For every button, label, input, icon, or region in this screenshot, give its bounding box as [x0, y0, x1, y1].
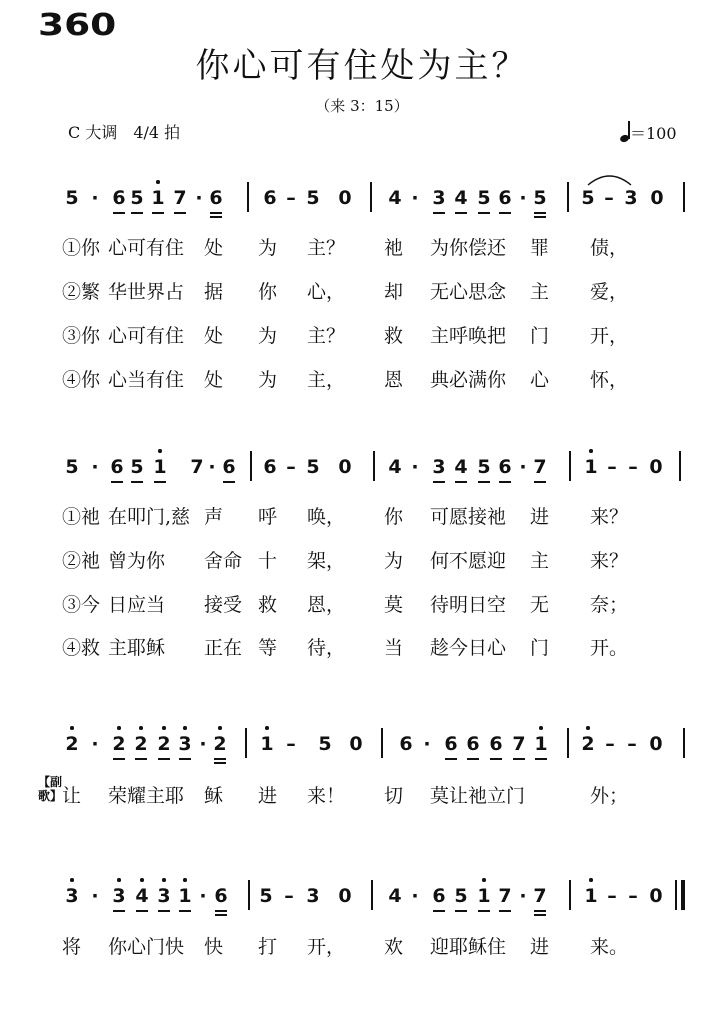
final-barline-thick [681, 880, 685, 910]
lyric-syllable: 曾为你 [108, 550, 166, 572]
lyric-syllable: 为 [258, 325, 278, 347]
lyric-syllable: 为 [258, 237, 278, 259]
lyric-syllable: ①祂 [62, 506, 101, 528]
lyric-syllable: 为 [384, 550, 404, 572]
lyric-syllable: 华世界占 [108, 281, 185, 303]
lyric-syllable: 心可有住 [108, 237, 185, 259]
lyrics-line-9 [0, 781, 724, 811]
lyric-syllable: 日应当 [108, 594, 166, 616]
lyric-syllable: ②繁 [62, 281, 101, 303]
lyric-syllable: ④你 [62, 369, 101, 391]
lyric-syllable: 十 [258, 550, 278, 572]
lyric-syllable: 据 [204, 281, 224, 303]
lyric-syllable: 莫 [384, 594, 404, 616]
note-3-17: 6 [489, 732, 503, 756]
note-1-6: 7 [173, 186, 187, 210]
note-4-4: 4 [135, 884, 149, 908]
note-2-10: – [286, 456, 296, 478]
lyric-syllable: 来？ [590, 550, 629, 572]
lyric-syllable: 爱， [590, 281, 629, 303]
lyric-syllable: 主 [530, 550, 550, 572]
note-4-11: 3 [306, 885, 320, 907]
note-4-20: 7 [533, 884, 547, 908]
lyric-syllable: 主， [307, 369, 346, 391]
lyrics-line-2 [0, 277, 724, 307]
note-2-15: 3 [432, 455, 446, 479]
lyric-syllable: 门 [530, 637, 550, 659]
lyrics-line-3 [0, 321, 724, 351]
note-3-15: 6 [444, 732, 458, 756]
note-2-22: – [607, 456, 617, 478]
lyrics-line-5 [0, 502, 724, 532]
lyric-syllable: 呼 [258, 506, 278, 528]
tie-slur [586, 173, 633, 187]
lyric-syllable: 快 [204, 936, 224, 958]
note-3-6: 3 [178, 732, 192, 756]
note-1-9: 6 [263, 187, 277, 209]
lyric-syllable: ①你 [62, 237, 101, 259]
note-4-1: 3 [65, 884, 79, 908]
note-2-24: 0 [649, 456, 663, 478]
note-1-3: 6 [112, 186, 126, 210]
note-3-11: 5 [318, 733, 332, 755]
barline [248, 880, 250, 910]
lyrics-line-10 [0, 932, 724, 962]
lyric-syllable: 舍命 [204, 550, 243, 572]
lyric-syllable: 将 [62, 936, 82, 958]
chorus-label: 【副歌】 [38, 775, 63, 803]
lyric-syllable: 待明日空 [430, 594, 507, 616]
note-4-24: 0 [649, 885, 663, 907]
quarter-note-icon [620, 120, 630, 142]
note-3-23: 0 [649, 733, 663, 755]
note-3-7: · [199, 733, 207, 755]
lyric-syllable: 债， [590, 237, 629, 259]
note-4-12: 0 [338, 885, 352, 907]
barline [371, 880, 373, 910]
note-2-4: 5 [130, 455, 144, 479]
lyric-syllable: 趁今日心 [430, 637, 507, 659]
scripture-reference: （来 3：15） [315, 97, 409, 115]
lyric-syllable: 稣 [204, 785, 224, 807]
lyric-syllable: 正在 [204, 637, 243, 659]
note-1-14: · [411, 187, 419, 209]
note-3-10: – [286, 733, 296, 755]
barline [567, 728, 569, 758]
note-1-1: 5 [65, 187, 79, 209]
lyric-syllable: 架， [307, 550, 346, 572]
lyric-syllable: 你 [258, 281, 278, 303]
lyric-syllable: 怀， [590, 369, 629, 391]
lyric-syllable: ④救 [62, 637, 101, 659]
note-1-13: 4 [388, 187, 402, 209]
lyric-syllable: 荣耀主耶 [108, 785, 185, 807]
note-2-16: 4 [454, 455, 468, 479]
note-4-9: 5 [259, 885, 273, 907]
note-2-3: 6 [110, 455, 124, 479]
note-2-11: 5 [306, 456, 320, 478]
lyric-syllable: 外； [590, 785, 629, 807]
final-barline-thin [675, 880, 677, 910]
note-3-4: 2 [134, 732, 148, 756]
note-1-12: 0 [338, 187, 352, 209]
lyrics-line-8 [0, 633, 724, 663]
lyric-syllable: 让 [62, 785, 82, 807]
lyric-syllable: 何不愿迎 [430, 550, 507, 572]
barline [679, 451, 681, 481]
barline [683, 182, 685, 212]
lyric-syllable: 恩， [307, 594, 346, 616]
note-2-9: 6 [263, 456, 277, 478]
note-4-19: · [519, 885, 527, 907]
note-2-14: · [411, 456, 419, 478]
lyric-syllable: 声 [204, 506, 224, 528]
note-4-2: · [91, 885, 99, 907]
lyric-syllable: 你心门快 [108, 936, 185, 958]
note-3-8: 2 [213, 732, 227, 756]
lyric-syllable: 主？ [307, 237, 346, 259]
note-2-12: 0 [338, 456, 352, 478]
lyric-syllable: 进 [530, 506, 550, 528]
hymn-number: 360 [38, 8, 117, 43]
note-2-6: 7 [190, 456, 204, 478]
lyric-syllable: 主？ [307, 325, 346, 347]
note-3-12: 0 [349, 733, 363, 755]
note-4-22: – [607, 885, 617, 907]
note-4-15: 6 [432, 884, 446, 908]
lyric-syllable: 当 [384, 637, 404, 659]
lyric-syllable: 处 [204, 325, 224, 347]
note-1-16: 4 [454, 186, 468, 210]
notation-line-1 [0, 186, 724, 226]
lyric-syllable: 莫让祂立门 [430, 785, 526, 807]
notation-line-4 [0, 884, 724, 924]
note-4-18: 7 [498, 884, 512, 908]
note-4-13: 4 [388, 885, 402, 907]
note-3-3: 2 [112, 732, 126, 756]
lyric-syllable: 主耶稣 [108, 637, 166, 659]
note-1-22: – [604, 187, 614, 209]
lyric-syllable: 无 [530, 594, 550, 616]
lyric-syllable: 切 [384, 785, 404, 807]
note-2-17: 5 [477, 455, 491, 479]
tempo-value: ＝100 [630, 124, 677, 143]
lyric-syllable: 在叩门,慈 [108, 506, 191, 528]
barline [250, 451, 252, 481]
lyric-syllable: 欢 [384, 936, 404, 958]
note-1-17: 5 [477, 186, 491, 210]
lyrics-line-6 [0, 546, 724, 576]
lyrics-line-4 [0, 365, 724, 395]
lyric-syllable: 心可有住 [108, 325, 185, 347]
note-3-20: 2 [581, 732, 595, 756]
note-1-24: 0 [650, 187, 664, 209]
lyric-syllable: 门 [530, 325, 550, 347]
note-2-2: · [91, 456, 99, 478]
lyric-syllable: 救 [258, 594, 278, 616]
note-3-1: 2 [65, 732, 79, 756]
barline [370, 182, 372, 212]
lyric-syllable: 待， [307, 637, 346, 659]
lyric-syllable: 心 [530, 369, 550, 391]
note-3-2: · [91, 733, 99, 755]
note-1-4: 5 [130, 186, 144, 210]
lyric-syllable: 可愿接祂 [430, 506, 507, 528]
note-1-15: 3 [432, 186, 446, 210]
page-title: 你心可有住处为主？ [195, 46, 529, 86]
note-1-20: 5 [533, 186, 547, 210]
lyric-syllable: 为 [258, 369, 278, 391]
note-1-2: · [91, 187, 99, 209]
note-1-21: 5 [581, 187, 595, 209]
note-1-23: 3 [624, 187, 638, 209]
lyric-syllable: 奈； [590, 594, 629, 616]
note-2-13: 4 [388, 456, 402, 478]
lyric-syllable: 处 [204, 369, 224, 391]
note-1-8: 6 [209, 186, 223, 210]
lyric-syllable: 为你偿还 [430, 237, 507, 259]
lyric-syllable: 罪 [530, 237, 550, 259]
lyric-syllable: 无心思念 [430, 281, 507, 303]
note-4-5: 3 [157, 884, 171, 908]
note-3-16: 6 [466, 732, 480, 756]
note-3-22: – [627, 733, 637, 755]
lyric-syllable: 心当有住 [108, 369, 185, 391]
barline [373, 451, 375, 481]
barline [381, 728, 383, 758]
note-3-5: 2 [157, 732, 171, 756]
lyric-syllable: 主 [530, 281, 550, 303]
lyric-syllable: 等 [258, 637, 278, 659]
note-4-21: 1 [584, 884, 598, 908]
note-2-5: 1 [153, 455, 167, 479]
note-4-7: · [199, 885, 207, 907]
note-4-16: 5 [454, 884, 468, 908]
lyric-syllable: 进 [530, 936, 550, 958]
note-3-21: – [605, 733, 615, 755]
note-1-11: 5 [306, 187, 320, 209]
note-4-17: 1 [477, 884, 491, 908]
key-signature: C 大调 4/4 拍 [68, 123, 181, 142]
notation-line-2 [0, 455, 724, 495]
lyric-syllable: 来！ [307, 785, 346, 807]
barline [683, 728, 685, 758]
barline [247, 182, 249, 212]
note-3-9: 1 [260, 732, 274, 756]
lyric-syllable: 却 [384, 281, 404, 303]
lyric-syllable: 迎耶稣住 [430, 936, 507, 958]
lyric-syllable: 进 [258, 785, 278, 807]
lyric-syllable: 来？ [590, 506, 629, 528]
barline [569, 451, 571, 481]
lyric-syllable: 唤， [307, 506, 346, 528]
lyric-syllable: 典必满你 [430, 369, 507, 391]
lyric-syllable: 救 [384, 325, 404, 347]
note-3-19: 1 [534, 732, 548, 756]
tempo-marking [620, 120, 677, 144]
note-3-13: 6 [399, 733, 413, 755]
lyric-syllable: 接受 [204, 594, 243, 616]
lyric-syllable: 开。 [590, 637, 629, 659]
lyric-syllable: 来。 [590, 936, 629, 958]
note-4-3: 3 [112, 884, 126, 908]
note-2-18: 6 [498, 455, 512, 479]
lyric-syllable: 开， [590, 325, 629, 347]
note-1-19: · [519, 187, 527, 209]
lyric-syllable: 心， [307, 281, 346, 303]
note-2-21: 1 [584, 455, 598, 479]
lyric-syllable: 开， [307, 936, 346, 958]
lyric-syllable: ②祂 [62, 550, 101, 572]
note-2-19: · [519, 456, 527, 478]
note-3-18: 7 [512, 732, 526, 756]
barline [567, 182, 569, 212]
lyrics-line-1 [0, 233, 724, 263]
lyric-syllable: 处 [204, 237, 224, 259]
barline [569, 880, 571, 910]
notation-line-3 [0, 732, 724, 772]
note-4-14: · [411, 885, 419, 907]
lyrics-line-7 [0, 590, 724, 620]
lyric-syllable: ③你 [62, 325, 101, 347]
lyric-syllable: 主呼唤把 [430, 325, 507, 347]
lyric-syllable: 祂 [384, 237, 404, 259]
note-1-7: · [195, 187, 203, 209]
note-1-5: 1 [151, 186, 165, 210]
lyric-syllable: 恩 [384, 369, 404, 391]
lyric-syllable: ③今 [62, 594, 101, 616]
lyric-syllable: 打 [258, 936, 278, 958]
note-1-10: – [286, 187, 296, 209]
lyric-syllable: 你 [384, 506, 404, 528]
note-2-8: 6 [222, 455, 236, 479]
note-4-10: – [284, 885, 294, 907]
note-3-14: · [423, 733, 431, 755]
barline [245, 728, 247, 758]
note-2-7: · [208, 456, 216, 478]
note-4-6: 1 [178, 884, 192, 908]
note-2-1: 5 [65, 456, 79, 478]
note-1-18: 6 [498, 186, 512, 210]
note-4-8: 6 [214, 884, 228, 908]
note-2-23: – [628, 456, 638, 478]
note-4-23: – [628, 885, 638, 907]
note-2-20: 7 [533, 455, 547, 479]
